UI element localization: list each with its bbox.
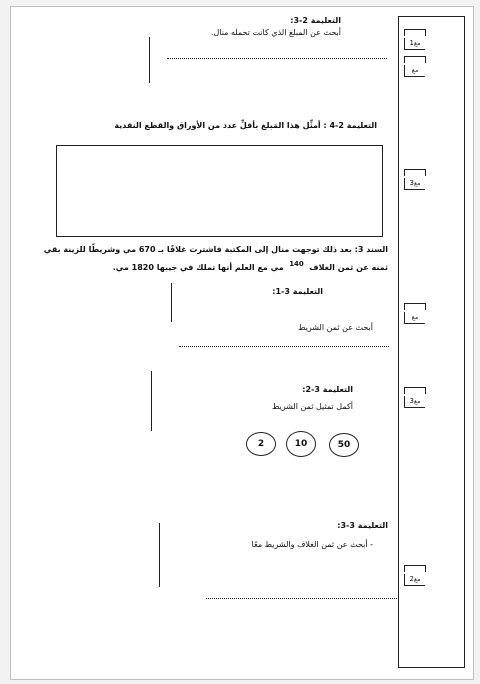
t2-4-title (114, 121, 377, 130)
answer-dotted-line[interactable] (206, 598, 401, 599)
margin-rule (159, 523, 160, 587)
support-3-line-2-start: ثمنه عن ثمن الغلاف (309, 263, 388, 272)
t3-2-title: التعليمة 3-2: (302, 385, 353, 394)
t3-3-title: التعليمة 3-3: (337, 521, 388, 530)
t3-2-instruction: أكمل تمثيل ثمن الشريط (271, 402, 353, 411)
t3-1-instruction: أبحث عن ثمن الشريط (298, 323, 373, 332)
answer-dotted-line[interactable] (179, 346, 389, 347)
coin-2: 2 (246, 432, 276, 456)
answer-dotted-line[interactable] (167, 58, 387, 59)
t2-3-instruction: أبحث عن المبلغ الذي كانت تحمله منال. (210, 28, 341, 37)
t2-4-title-label: التعليمة 2-4 : (323, 121, 377, 130)
support-3-line-2 (112, 260, 388, 272)
score-margin-column: مع1 مع مع3 مع مع3 مع2 (398, 16, 465, 668)
coin-10: 10 (286, 431, 316, 457)
margin-rule (171, 283, 172, 322)
margin-rule (151, 371, 152, 431)
worksheet-page (10, 6, 474, 680)
drawing-answer-box[interactable] (56, 145, 383, 237)
support-3-line-2-end: مي مع العلم أنها تملك في جيبها 1820 مي. (112, 263, 284, 272)
t3-3-instruction: - أبحث عن ثمن الغلاف والشريط معًا (251, 540, 373, 549)
t3-1-title: التعليمة 3-1: (272, 287, 323, 296)
t2-4-instruction: أمثِّل هذا المَبلغ بأقلِّ عدد من الأوراق والقطع النقدية (114, 121, 321, 130)
coin-50: 50 (329, 433, 359, 457)
support-3-number: 140 (289, 260, 304, 268)
t2-3-title: التعليمة 2-3: (290, 16, 341, 25)
support-3-line-1: السند 3: بعد ذلك توجهت منال إلى المكتبة فاشترت غلافًا بـ 670 مي وشريطًا للزينة بقي (43, 245, 388, 254)
margin-rule (149, 37, 150, 83)
